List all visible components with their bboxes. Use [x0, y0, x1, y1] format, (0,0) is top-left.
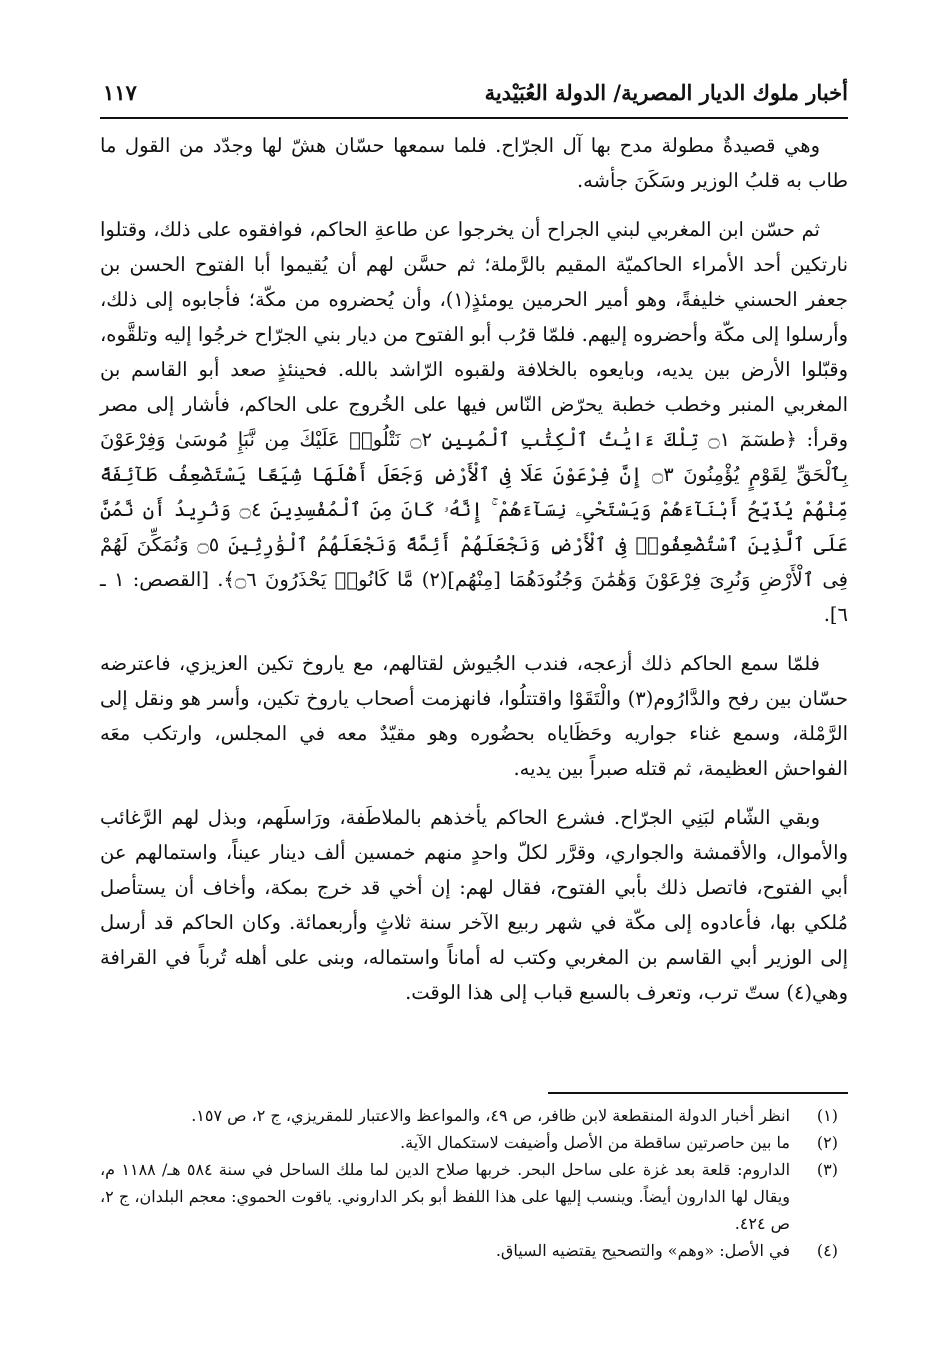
footnote-text: الداروم: قلعة بعد غزة على ساحل البحر. خربها صلاح الدين لما ملك الساحل في سنة ٥٨٤ هـ/ ١١٨٨ م، ويقال لها الدارون أيضاً. وينسب إليها على هذا اللفظ أبو بكر الداروني. ياقوت الحموي: معجم البلدان، ج ٢، ص ٤٢٤.	[100, 1160, 791, 1233]
footnote-text: انظر أخبار الدولة المنقطعة لابن ظافر، ص ٤٩، والمواعظ والاعتبار للمقريزي، ج ٢، ص ١٥٧.	[191, 1106, 790, 1125]
page-number: ١١٧	[103, 80, 137, 105]
footnote-number: (١)	[816, 1106, 838, 1125]
footnote-1	[100, 1102, 848, 1129]
footnote-text: في الأصل: «وهم» والتصحيح يقتضيه السياق.	[495, 1241, 790, 1260]
footnote-number: (٣)	[816, 1160, 838, 1179]
paragraph-1: وهي قصيدةٌ مطولة مدح بها آل الجرّاح. فلما سمعها حسّان هشّ لها وجدّد من القول ما طاب به قلبُ الوزير وسَكَنَ جأشه.	[100, 134, 848, 192]
paragraph-3: فلمّا سمع الحاكم ذلك أزعجه، فندب الجُيوش لقتالهم، مع ياروخ تكين العزيزي، فاعترضه حسّان بين رفح والدَّارُوم(٣) والْتَقَوْا واقتتلُوا، فانهزمت أصحاب ياروخ تكين، وأسر هو ونقل إلى الرَّمْلة، وسمع غناء جواريه وحَظَاياه بحضُوره وهو مقيّدٌ معه في المجلس، وارتكب معَه الفواحش العظيمة، ثم قتله صبراً بين يديه.	[100, 652, 849, 780]
running-title: أخبار ملوك الديار المصرية/ الدولة العُبَيْدية	[484, 80, 848, 105]
footnote-3	[100, 1156, 848, 1237]
footnote-4	[100, 1237, 848, 1264]
footnote-text: ما بين حاصرتين ساقطة من الأصل وأضيفت لاستكمال الآية.	[400, 1133, 790, 1152]
header-rule	[100, 117, 848, 119]
footnote-separator	[548, 1092, 848, 1094]
footnotes	[100, 1102, 848, 1264]
footnote-number: (٤)	[816, 1241, 838, 1260]
paragraph-4: وبقي الشّام لبَنِي الجرّاح. فشرع الحاكم يأخذهم بالملاطَفة، ورَاسلَهم، وبذل لهم الرَّغائب والأموال، والأقمشة والجواري، وقرَّر لكلّ واحدٍ منهم خمسين ألف دينار عيناً، واستمالهم عن أبي الفتوح، فاتصل ذلك بأبي الفتوح، فقال لهم: إن أخي قد خرج بمكة، وأخاف أن يستأصل مُلكي بها، فأعادوه إلى مكّة في شهر ربيع الآخر سنة ثلاثٍ وأربعمائة. وكان الحاكم قد أرسل إلى الوزير أبي القاسم بن المغربي وكتب له أماناً واستماله، وبنى على أهله تُرباً في القرافة وهي(٤) ستّ ترب، وتعرف بالسبع قباب إلى هذا الوقت.	[100, 806, 848, 1004]
footnote-2	[100, 1129, 848, 1156]
main-text	[100, 128, 848, 1010]
paragraph-2: ثم حسّن ابن المغربي لبني الجراح أن يخرجوا عن طاعةِ الحاكم، فوافقوه على ذلك، وقتلوا نارتكين أحد الأمراء الحاكميّة المقيم بالرَّملة؛ ثم حسَّن لهم أن يُقيموا أبا الفتوح الحسن بن جعفر الحسني خليفةً، وهو أمير الحرمين يومئذٍ(١)، وأن يُحضروه من مكّة؛ فأجابوه إلى ذلك، وأرسلوا إلى مكّة وأحضروه إليهم. فلمّا قرُب أبو الفتوح من ديار بني الجرّاح خرجُوا إليه وتلقَّوه، وقبّلوا الأرض بين يديه، وبايعوه بالخلافة ولقبوه الرّاشد بالله. فحينئذٍ صعد أبو القاسم بن المغربي المنبر وخطب خطبة يحرّض النّاس فيها على الخُروج على الحاكم، فأشار إلى مصر وقرأ: ﴿طسٓمٓ ۝١ تِلْكَ ءَايَٰتُ ٱلْكِتَٰبِ ٱلْمُبِينِ ۝٢ نَتْلُوا۟ عَلَيْكَ مِن نَّبَإِ مُوسَىٰ وَفِرْعَوْنَ بِٱلْحَقِّ لِقَوْمٍ يُؤْمِنُونَ ۝٣ إِنَّ فِرْعَوْنَ عَلَا فِى ٱلْأَرْضِ وَجَعَلَ أَهْلَهَا شِيَعًا يَسْتَضْعِفُ طَآئِفَةً مِّنْهُمْ يُذَبِّحُ أَبْنَآءَهُمْ وَيَسْتَحْىِۦ نِسَآءَهُمْ ۚ إِنَّهُۥ كَانَ مِنَ ٱلْمُفْسِدِينَ ۝٤ وَنُرِيدُ أَن نَّمُنَّ عَلَى ٱلَّذِينَ ٱسْتُضْعِفُوا۟ فِى ٱلْأَرْضِ وَنَجْعَلَهُمْ أَئِمَّةً وَنَجْعَلَهُمُ ٱلْوَٰرِثِينَ ۝٥ وَنُمَكِّنَ لَهُمْ فِى ٱلْأَرْضِ وَنُرِىَ فِرْعَوْنَ وَهَٰمَٰنَ وَجُنُودَهُمَا [مِنْهُم](٢) مَّا كَانُوا۟ يَحْذَرُونَ ۝٦﴾. [القصص: ١ ـ ٦].	[100, 218, 848, 626]
footnote-number: (٢)	[816, 1133, 838, 1152]
